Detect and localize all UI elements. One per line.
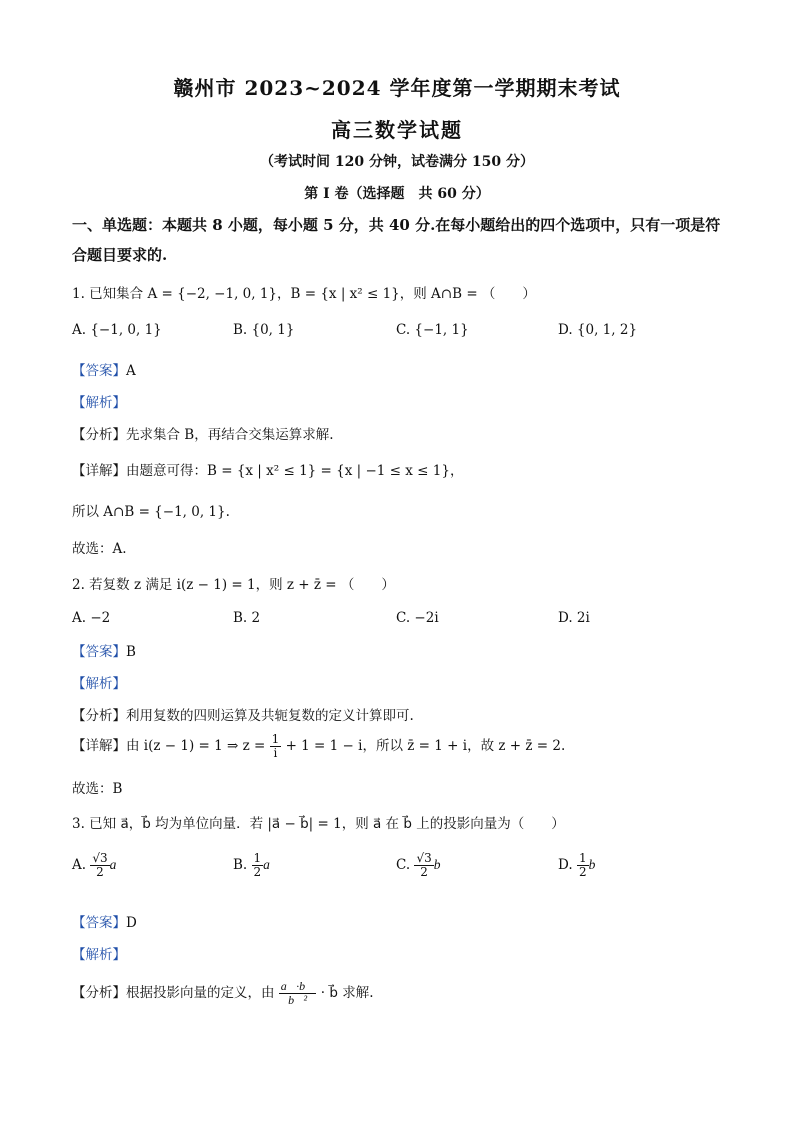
q3-option-c-vec: b⃗	[433, 857, 451, 872]
q1-option-c: C. {−1, 1}	[396, 322, 469, 338]
q1-detail-line	[72, 459, 463, 479]
exam-info: （考试时间 120 分钟，试卷满分 150 分）	[260, 154, 534, 170]
q2-fenxi: 利用复数的四则运算及共轭复数的定义计算即可.	[126, 708, 414, 724]
q2-fraction	[270, 733, 282, 760]
q2-answer-line	[72, 640, 136, 660]
q3-option-c-den: 2	[420, 865, 428, 879]
q3-option-c	[396, 852, 451, 879]
analysis-tag: 【解析】	[72, 947, 126, 963]
q3-option-a-den: 2	[96, 865, 104, 879]
q1-option-d: D. {0, 1, 2}	[558, 322, 638, 338]
q2-detail-b: + 1 = 1 − i，所以 z̄ = 1 + i，故 z + z̄ = 2.	[285, 738, 566, 754]
q3-fenxi-b: · b⃗ 求解.	[320, 985, 374, 1001]
q3-answer: D	[126, 915, 137, 931]
q2-option-b: B. 2	[233, 610, 261, 626]
analysis-tag: 【解析】	[72, 676, 126, 692]
q3-option-b	[233, 852, 280, 879]
q3-option-d-letter: D.	[558, 857, 573, 873]
q2-option-c: C. −2i	[396, 610, 439, 626]
answer-tag: 【答案】	[72, 915, 126, 931]
q3-option-c-num: √3	[416, 851, 432, 865]
q3-option-c-letter: C.	[396, 857, 411, 873]
section-heading: 一、单选题：本题共 8 小题，每小题 5 分，共 40 分.在每小题给出的四个选项中，只有一项是符合题目要求的.	[72, 216, 721, 264]
q3-fenxi-num: a⃗·b⃗	[280, 979, 315, 993]
q3-option-a-letter: A.	[72, 857, 87, 873]
q2-fenxi-line	[72, 704, 414, 724]
fenxi-tag: 【分析】	[72, 427, 126, 443]
answer-tag: 【答案】	[72, 363, 126, 379]
answer-tag: 【答案】	[72, 644, 126, 660]
q1-fenxi-line	[72, 423, 334, 443]
q1-answer-line	[72, 359, 136, 379]
q3-option-d-num: 1	[578, 851, 587, 865]
q2-detail-a: 由 i(z − 1) = 1 ⇒ z =	[126, 738, 266, 754]
q3-option-d	[558, 852, 606, 879]
q3-option-a-vec: a⃗	[109, 857, 127, 872]
q1-stem: 1. 已知集合 A = {−2, −1, 0, 1}，B = {x | x² ≤ 1}，则 A∩B = （ ）	[72, 286, 536, 302]
q3-option-d-frac	[577, 852, 589, 879]
q1-option-a: A. {−1, 0, 1}	[72, 322, 162, 338]
q3-option-d-vec: b⃗	[588, 857, 606, 872]
q2-choose: 故选：B	[72, 781, 123, 797]
q3-option-b-den: 2	[253, 865, 262, 879]
fenxi-tag: 【分析】	[72, 985, 126, 1001]
detail-tag: 【详解】	[72, 738, 126, 754]
q3-answer-line	[72, 911, 137, 931]
q1-option-b: B. {0, 1}	[233, 322, 295, 338]
q3-option-b-num: 1	[253, 851, 262, 865]
q3-fenxi-den: b⃗²	[288, 993, 308, 1007]
q1-choose: 故选：A.	[72, 541, 127, 557]
q1-answer: A	[126, 363, 136, 379]
q2-stem: 2. 若复数 z 满足 i(z − 1) = 1，则 z + z̄ = （ ）	[72, 577, 395, 593]
q3-option-a-frac	[90, 852, 109, 879]
q3-option-b-letter: B.	[233, 857, 248, 873]
q2-option-a: A. −2	[72, 610, 111, 626]
q3-fenxi-a: 根据投影向量的定义，由	[126, 985, 275, 1001]
q2-answer: B	[126, 644, 136, 660]
q3-option-c-frac	[414, 852, 433, 879]
q3-stem: 3. 已知 a⃗，b⃗ 均为单位向量．若 |a⃗ − b⃗| = 1，则 a⃗ 在 b⃗ 上的投影向量为（ ）	[72, 816, 565, 832]
subject-title: 高三数学试题	[331, 118, 463, 142]
q2-option-d: D. 2i	[558, 610, 590, 626]
q1-fenxi: 先求集合 B，再结合交集运算求解.	[126, 427, 334, 443]
q2-frac-den: i	[273, 746, 278, 760]
q3-option-a-num: √3	[92, 851, 108, 865]
q3-option-a	[72, 852, 127, 879]
q1-analysis-tag	[72, 391, 126, 411]
q3-fenxi-frac	[279, 980, 317, 1007]
q3-option-b-frac	[252, 852, 264, 879]
q3-option-b-vec: a⃗	[263, 857, 281, 872]
analysis-tag: 【解析】	[72, 395, 126, 411]
q3-fenxi-line	[72, 980, 374, 1007]
volume-title: 第 I 卷（选择题 共 60 分）	[304, 186, 490, 202]
fenxi-tag: 【分析】	[72, 708, 126, 724]
q2-frac-num: 1	[271, 732, 280, 746]
q1-conclusion: 所以 A∩B = {−1, 0, 1}.	[72, 504, 230, 520]
q2-analysis-tag	[72, 672, 126, 692]
q1-detail: 由题意可得：B = {x | x² ≤ 1} = {x | −1 ≤ x ≤ 1}，	[126, 463, 464, 479]
detail-tag: 【详解】	[72, 463, 126, 479]
q3-option-d-den: 2	[578, 865, 587, 879]
exam-title: 赣州市 2023~2024 学年度第一学期期末考试	[173, 76, 621, 100]
q2-detail-line	[72, 733, 565, 760]
q3-analysis-tag	[72, 943, 126, 963]
